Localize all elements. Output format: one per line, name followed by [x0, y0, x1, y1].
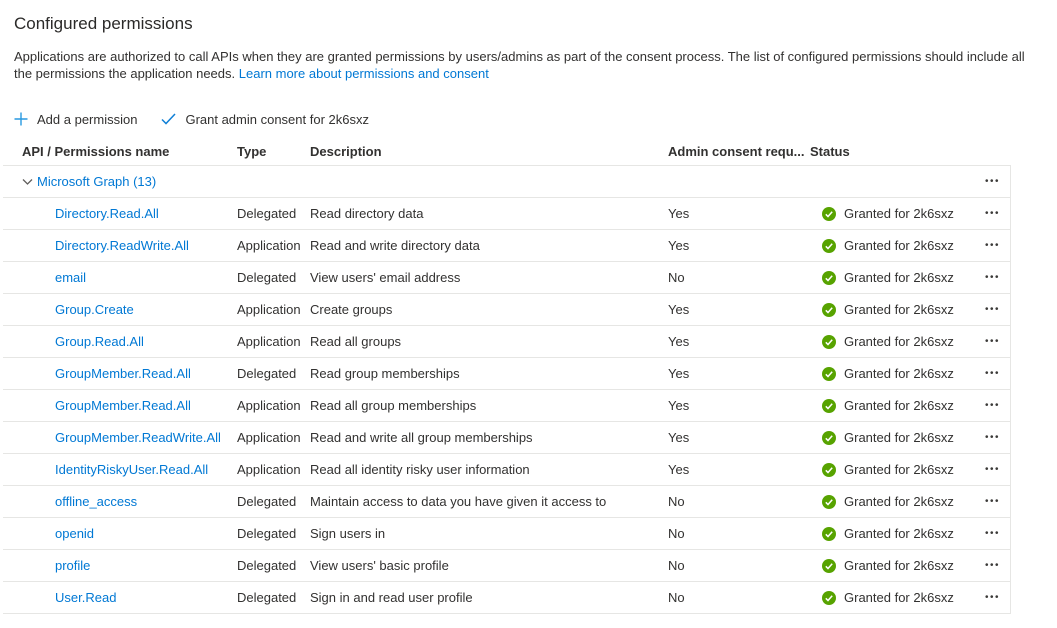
add-permission-label: Add a permission — [37, 111, 138, 127]
row-actions-button[interactable]: ••• — [985, 433, 1011, 443]
table-row — [3, 294, 1010, 326]
table-row — [3, 326, 1010, 358]
permission-description: Read all group memberships — [310, 398, 477, 413]
permission-type: Delegated — [237, 206, 297, 221]
grant-admin-consent-label: Grant admin consent for 2k6sxz — [185, 111, 369, 127]
granted-check-icon — [822, 431, 836, 445]
status-text: Granted for 2k6sxz — [844, 238, 954, 253]
status-text: Granted for 2k6sxz — [844, 430, 954, 445]
permission-type: Application — [237, 334, 301, 349]
table-row — [3, 390, 1010, 422]
granted-check-icon — [822, 559, 836, 573]
header-description: Description — [310, 144, 382, 159]
table-row — [3, 486, 1010, 518]
row-actions-button[interactable]: ••• — [985, 369, 1011, 379]
permission-name-link[interactable]: GroupMember.ReadWrite.All — [55, 430, 221, 445]
permission-description: Read group memberships — [310, 366, 460, 381]
row-actions-button[interactable]: ••• — [985, 497, 1011, 507]
admin-consent-value: Yes — [668, 302, 690, 317]
permission-type: Application — [237, 238, 301, 253]
table-row — [3, 198, 1010, 230]
header-api-permissions-name: API / Permissions name — [22, 144, 170, 159]
table-row — [3, 550, 1010, 582]
admin-consent-value: No — [668, 494, 685, 509]
permission-description: Read directory data — [310, 206, 424, 221]
header-status: Status — [810, 144, 850, 159]
permission-description: View users' basic profile — [310, 558, 449, 573]
table-row — [3, 518, 1010, 550]
permission-type: Application — [237, 398, 301, 413]
permission-description: Read and write directory data — [310, 238, 480, 253]
table-row — [3, 230, 1010, 262]
granted-check-icon — [822, 591, 836, 605]
table-row — [3, 262, 1010, 294]
table-row — [3, 358, 1010, 390]
admin-consent-value: Yes — [668, 206, 690, 221]
admin-consent-value: Yes — [668, 462, 690, 477]
permission-description: Sign users in — [310, 526, 386, 541]
admin-consent-value: Yes — [668, 334, 690, 349]
row-actions-button[interactable]: ••• — [985, 273, 1011, 283]
group-actions-button[interactable]: ••• — [985, 177, 1011, 187]
permission-type: Delegated — [237, 270, 297, 285]
status-text: Granted for 2k6sxz — [844, 270, 954, 285]
table-header-row — [3, 138, 1011, 166]
permissions-table — [3, 138, 1011, 614]
admin-consent-value: Yes — [668, 430, 690, 445]
permission-type: Delegated — [237, 366, 297, 381]
granted-check-icon — [822, 367, 836, 381]
granted-check-icon — [822, 239, 836, 253]
permission-name-link[interactable]: GroupMember.Read.All — [55, 366, 191, 381]
row-actions-button[interactable]: ••• — [985, 305, 1011, 315]
admin-consent-value: No — [668, 526, 685, 541]
description-body: Applications are authorized to call APIs when they are granted permissions by users/admins as part of the consent process. The list of configured permissions should include all the permissions the application needs. — [14, 49, 1025, 81]
status-text: Granted for 2k6sxz — [844, 526, 954, 541]
permission-name-link[interactable]: Directory.Read.All — [55, 206, 159, 221]
status-text: Granted for 2k6sxz — [844, 398, 954, 413]
granted-check-icon — [822, 463, 836, 477]
table-row — [3, 582, 1010, 614]
row-actions-button[interactable]: ••• — [985, 529, 1011, 539]
status-text: Granted for 2k6sxz — [844, 366, 954, 381]
row-actions-button[interactable]: ••• — [985, 401, 1011, 411]
permission-type: Application — [237, 302, 301, 317]
learn-more-link[interactable]: Learn more about permissions and consent — [238, 66, 489, 81]
row-actions-button[interactable]: ••• — [985, 209, 1011, 219]
admin-consent-value: No — [668, 558, 685, 573]
permission-name-link[interactable]: Group.Create — [55, 302, 134, 317]
permission-description: Read all groups — [310, 334, 402, 349]
admin-consent-value: Yes — [668, 398, 690, 413]
row-actions-button[interactable]: ••• — [985, 465, 1011, 475]
permission-description: Read all identity risky user information — [310, 462, 530, 477]
status-text: Granted for 2k6sxz — [844, 558, 954, 573]
row-actions-button[interactable]: ••• — [985, 593, 1011, 603]
row-actions-button[interactable]: ••• — [985, 561, 1011, 571]
status-text: Granted for 2k6sxz — [844, 206, 954, 221]
admin-consent-value: No — [668, 270, 685, 285]
permission-name-link[interactable]: User.Read — [55, 590, 117, 605]
permission-name-link[interactable]: GroupMember.Read.All — [55, 398, 191, 413]
granted-check-icon — [822, 335, 836, 349]
status-text: Granted for 2k6sxz — [844, 462, 954, 477]
granted-check-icon — [822, 527, 836, 541]
table-row — [3, 422, 1010, 454]
permission-name-link[interactable]: Group.Read.All — [55, 334, 144, 349]
row-actions-button[interactable]: ••• — [985, 241, 1011, 251]
permission-name-link[interactable]: email — [55, 270, 87, 285]
permission-type: Delegated — [237, 558, 297, 573]
check-icon — [161, 113, 176, 125]
header-type: Type — [237, 144, 267, 159]
description-text — [14, 48, 1034, 82]
status-text: Granted for 2k6sxz — [844, 590, 954, 605]
toolbar — [14, 106, 1057, 132]
api-group-row — [3, 166, 1010, 198]
permission-description: Create groups — [310, 302, 393, 317]
permission-name-link[interactable]: openid — [55, 526, 95, 541]
page-title: Configured permissions — [14, 14, 193, 33]
status-text: Granted for 2k6sxz — [844, 334, 954, 349]
table-body — [3, 166, 1011, 614]
permission-type: Delegated — [237, 526, 297, 541]
granted-check-icon — [822, 271, 836, 285]
granted-check-icon — [822, 399, 836, 413]
permission-name-link[interactable]: offline_access — [55, 494, 138, 509]
plus-icon — [14, 112, 28, 126]
admin-consent-value: No — [668, 590, 685, 605]
status-text: Granted for 2k6sxz — [844, 302, 954, 317]
permission-name-link[interactable]: profile — [55, 558, 91, 573]
chevron-down-icon[interactable] — [22, 178, 33, 186]
add-permission-button[interactable] — [14, 112, 137, 127]
status-text: Granted for 2k6sxz — [844, 494, 954, 509]
granted-check-icon — [822, 207, 836, 221]
permission-name-link[interactable]: Directory.ReadWrite.All — [55, 238, 189, 253]
permission-type: Delegated — [237, 494, 297, 509]
permission-description: Sign in and read user profile — [310, 590, 473, 605]
granted-check-icon — [822, 303, 836, 317]
granted-check-icon — [822, 495, 836, 509]
permission-type: Application — [237, 430, 301, 445]
permission-name-link[interactable]: IdentityRiskyUser.Read.All — [55, 462, 209, 477]
permission-type: Delegated — [237, 590, 297, 605]
admin-consent-value: Yes — [668, 238, 690, 253]
grant-admin-consent-button[interactable] — [161, 112, 369, 127]
table-row — [3, 454, 1010, 486]
row-actions-button[interactable]: ••• — [985, 337, 1011, 347]
admin-consent-value: Yes — [668, 366, 690, 381]
header-admin-consent: Admin consent requ... — [668, 144, 805, 159]
permission-type: Application — [237, 462, 301, 477]
api-group-link[interactable]: Microsoft Graph (13) — [37, 174, 157, 189]
permission-description: Maintain access to data you have given it access to — [310, 494, 607, 509]
permission-description: Read and write all group memberships — [310, 430, 533, 445]
permission-description: View users' email address — [310, 270, 461, 285]
